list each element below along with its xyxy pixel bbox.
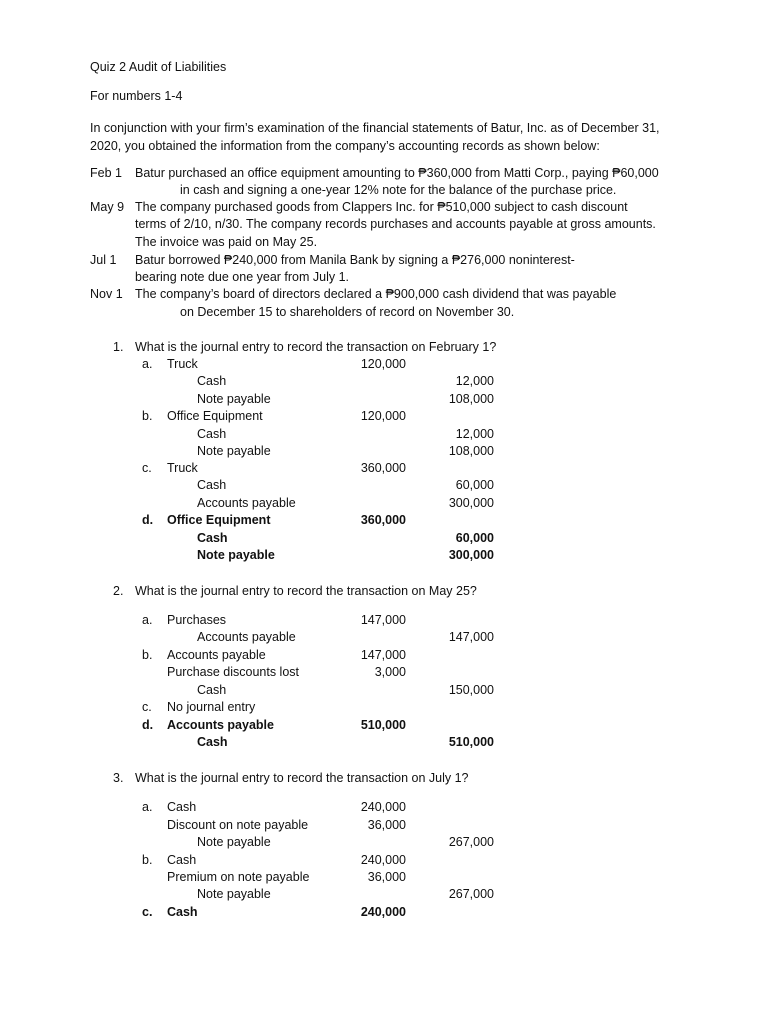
debit-amount: 240,000	[360, 905, 406, 919]
credit-amount: 60,000	[455, 531, 494, 545]
account-name: Note payable	[197, 392, 271, 406]
transaction-date: May 9	[90, 200, 125, 214]
transaction-line: terms of 2/10, n/30. The company records purchases and accounts payable at gross amounts.	[135, 217, 656, 231]
account-name: Note payable	[197, 444, 271, 458]
account-name: Accounts payable	[197, 630, 296, 644]
account-name: Discount on note payable	[167, 818, 309, 832]
account-name: No journal entry	[167, 700, 256, 714]
option-letter: c.	[142, 905, 153, 919]
transaction-line: on December 15 to shareholders of record on November 30.	[180, 305, 515, 319]
account-name: Note payable	[197, 887, 271, 901]
account-name: Accounts payable	[167, 648, 266, 662]
option-letter: b.	[142, 853, 153, 867]
question-number: 1.	[113, 340, 124, 354]
option-letter: a.	[142, 800, 153, 814]
credit-amount: 12,000	[455, 427, 494, 441]
option-letter: d.	[142, 513, 154, 527]
debit-amount: 120,000	[360, 409, 406, 423]
transaction-date: Nov 1	[90, 287, 123, 301]
debit-amount: 36,000	[367, 818, 406, 832]
transaction-line: The company’s board of directors declared a ₱900,000 cash dividend that was payable	[135, 287, 617, 301]
credit-amount: 150,000	[448, 683, 494, 697]
credit-amount: 267,000	[448, 835, 494, 849]
question-number: 3.	[113, 771, 124, 785]
section-subtitle: For numbers 1-4	[90, 89, 183, 103]
credit-amount: 510,000	[448, 735, 494, 749]
account-name: Cash	[197, 683, 227, 697]
transaction-line: Batur borrowed ₱240,000 from Manila Bank by signing a ₱276,000 noninterest-	[135, 253, 575, 267]
option-letter: b.	[142, 648, 153, 662]
option-letter: b.	[142, 409, 153, 423]
account-name: Cash	[167, 853, 197, 867]
account-name: Accounts payable	[197, 496, 296, 510]
credit-amount: 300,000	[448, 496, 494, 510]
page-title: Quiz 2 Audit of Liabilities	[90, 60, 227, 74]
question-number: 2.	[113, 584, 124, 598]
credit-amount: 267,000	[448, 887, 494, 901]
account-name: Office Equipment	[167, 513, 271, 527]
intro-paragraph: In conjunction with your firm’s examination of the financial statements of Batur, Inc. as of December 31, 2020, you obtained the information from the company’s accounting records as shown below:	[90, 121, 660, 153]
credit-amount: 147,000	[448, 630, 494, 644]
account-name: Office Equipment	[167, 409, 263, 423]
account-name: Cash	[197, 427, 227, 441]
account-name: Cash	[197, 374, 227, 388]
option-letter: a.	[142, 613, 153, 627]
credit-amount: 12,000	[455, 374, 494, 388]
option-letter: c.	[142, 700, 152, 714]
account-name: Note payable	[197, 548, 275, 562]
account-name: Truck	[167, 357, 198, 371]
debit-amount: 360,000	[360, 513, 406, 527]
question-text: What is the journal entry to record the transaction on July 1?	[135, 771, 469, 785]
debit-amount: 3,000	[374, 665, 406, 679]
option-letter: c.	[142, 461, 152, 475]
debit-amount: 240,000	[360, 853, 406, 867]
debit-amount: 120,000	[360, 357, 406, 371]
credit-amount: 108,000	[448, 392, 494, 406]
account-name: Purchases	[167, 613, 227, 627]
account-name: Premium on note payable	[167, 870, 310, 884]
account-name: Purchase discounts lost	[167, 665, 300, 679]
debit-amount: 36,000	[367, 870, 406, 884]
credit-amount: 300,000	[448, 548, 494, 562]
transaction-date: Jul 1	[90, 253, 117, 267]
account-name: Note payable	[197, 835, 271, 849]
transaction-line: bearing note due one year from July 1.	[135, 270, 350, 284]
option-letter: a.	[142, 357, 153, 371]
credit-amount: 108,000	[448, 444, 494, 458]
transaction-line: The invoice was paid on May 25.	[135, 235, 318, 249]
credit-amount: 60,000	[455, 478, 494, 492]
transaction-date: Feb 1	[90, 166, 122, 180]
debit-amount: 240,000	[360, 800, 406, 814]
account-name: Cash	[167, 905, 198, 919]
question-text: What is the journal entry to record the transaction on February 1?	[135, 340, 497, 354]
account-name: Cash	[167, 800, 197, 814]
account-name: Cash	[197, 478, 227, 492]
account-name: Truck	[167, 461, 198, 475]
transaction-line: in cash and signing a one-year 12% note for the balance of the purchase price.	[180, 183, 617, 197]
debit-amount: 147,000	[360, 648, 406, 662]
account-name: Accounts payable	[167, 718, 274, 732]
question-text: What is the journal entry to record the transaction on May 25?	[135, 584, 477, 598]
transaction-line: The company purchased goods from Clappers Inc. for ₱510,000 subject to cash discount	[135, 200, 628, 214]
option-letter: d.	[142, 718, 154, 732]
debit-amount: 360,000	[360, 461, 406, 475]
account-name: Cash	[197, 531, 228, 545]
debit-amount: 147,000	[360, 613, 406, 627]
transaction-line: Batur purchased an office equipment amounting to ₱360,000 from Matti Corp., paying ₱60,000	[135, 166, 659, 180]
account-name: Cash	[197, 735, 228, 749]
debit-amount: 510,000	[360, 718, 406, 732]
